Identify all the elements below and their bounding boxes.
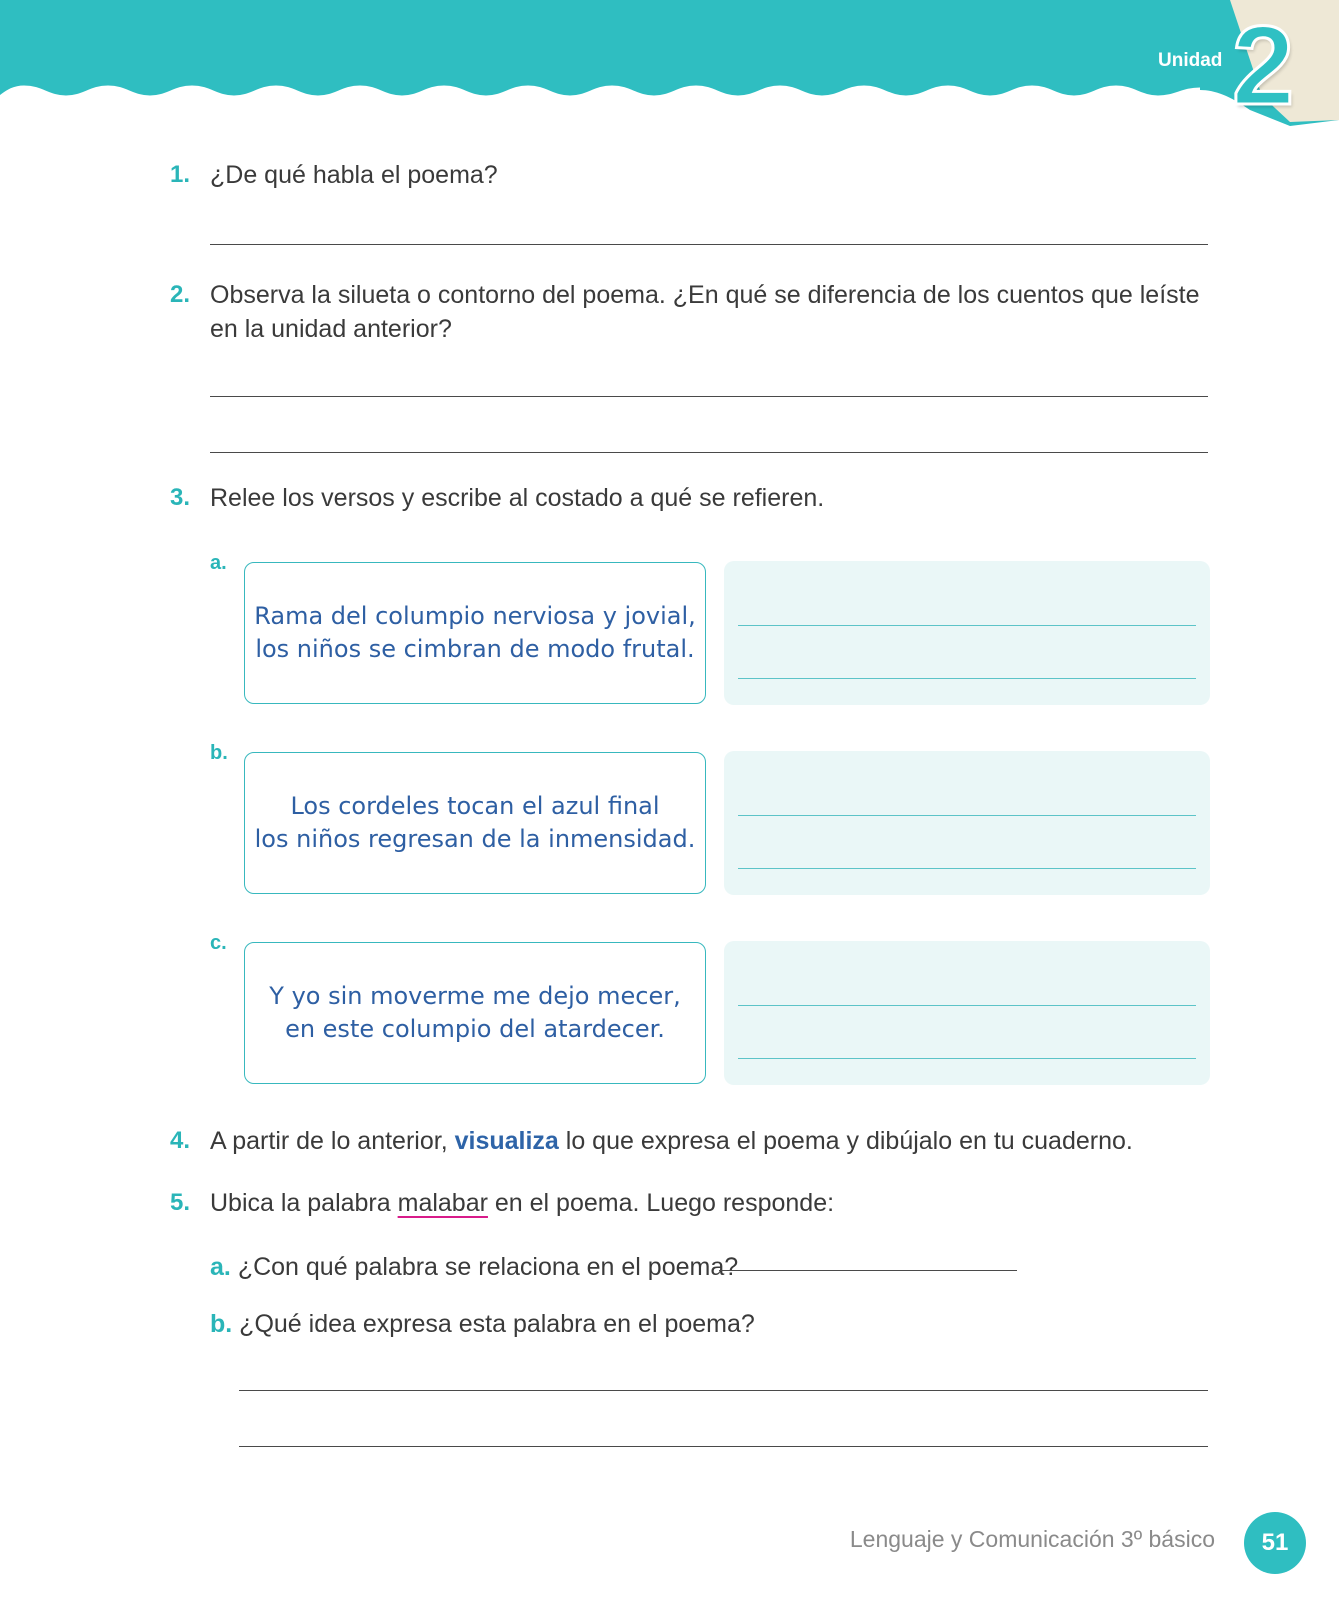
q5b-text: ¿Qué idea expresa esta palabra en el poema?: [239, 1310, 755, 1338]
item-a-letter: a.: [210, 552, 227, 574]
page-number-badge: 51: [1244, 1512, 1306, 1574]
verse-a-line2: los niños se cimbran de modo frutal.: [255, 635, 695, 663]
answer-line-a-1[interactable]: [738, 625, 1196, 626]
question-5-number: 5.: [170, 1189, 191, 1216]
item-c-letter: c.: [210, 932, 227, 954]
question-5-text: [210, 1186, 834, 1220]
question-5a: [210, 1250, 738, 1284]
q5a-letter: a.: [210, 1253, 231, 1281]
question-5b: [210, 1307, 755, 1341]
unit-number: 2: [1232, 3, 1295, 128]
question-2-text-line2: en la unidad anterior?: [210, 315, 452, 343]
question-3-text: Relee los versos y escribe al costado a qué se refieren.: [210, 484, 825, 512]
answer-line-q1[interactable]: [210, 244, 1208, 245]
question-1-number: 1.: [170, 161, 191, 188]
answer-box-c[interactable]: [724, 941, 1210, 1085]
verse-b-line2: los niños regresan de la inmensidad.: [254, 825, 696, 853]
verse-a-line1: Rama del columpio nerviosa y jovial,: [254, 602, 696, 630]
answer-line-b-2[interactable]: [738, 868, 1196, 869]
answer-box-a[interactable]: [724, 561, 1210, 705]
q5-text-before: Ubica la palabra: [210, 1189, 398, 1217]
answer-line-q5a[interactable]: [719, 1270, 1017, 1271]
q5-text-after: en el poema. Luego responde:: [487, 1189, 835, 1217]
verse-box-a: [244, 562, 706, 704]
item-b-letter: b.: [210, 742, 228, 764]
verse-b-line1: Los cordeles tocan el azul final: [290, 792, 660, 820]
answer-line-c-2[interactable]: [738, 1058, 1196, 1059]
q4-text-before: A partir de lo anterior,: [210, 1127, 455, 1155]
q4-keyword-visualiza: visualiza: [454, 1127, 559, 1155]
answer-line-c-1[interactable]: [738, 1005, 1196, 1006]
verse-c-line1: Y yo sin moverme me dejo mecer,: [269, 982, 681, 1010]
answer-line-q2-2[interactable]: [210, 452, 1208, 453]
question-3-number: 3.: [170, 484, 191, 511]
question-4-number: 4.: [170, 1127, 191, 1154]
unit-label: Unidad: [1158, 50, 1223, 71]
question-2-text-line1: Observa la silueta o contorno del poema. ¿En qué se diferencia de los cuentos que leíste: [210, 281, 1200, 309]
answer-line-q5b-2[interactable]: [239, 1446, 1208, 1447]
q5b-letter: b.: [210, 1310, 233, 1338]
answer-line-b-1[interactable]: [738, 815, 1196, 816]
q5a-text: ¿Con qué palabra se relaciona en el poema?: [237, 1253, 739, 1281]
header-band: [0, 0, 1339, 140]
question-1-text: ¿De qué habla el poema?: [210, 161, 498, 189]
verse-box-c: [244, 942, 706, 1084]
q4-text-after: lo que expresa el poema y dibújalo en tu cuaderno.: [558, 1127, 1133, 1155]
answer-line-q5b-1[interactable]: [239, 1390, 1208, 1391]
verse-box-b: [244, 752, 706, 894]
answer-box-b[interactable]: [724, 751, 1210, 895]
q5-word-malabar: malabar: [397, 1189, 488, 1217]
answer-line-a-2[interactable]: [738, 678, 1196, 679]
question-2-number: 2.: [170, 281, 191, 308]
answer-line-q2-1[interactable]: [210, 396, 1208, 397]
verse-c-line2: en este columpio del atardecer.: [285, 1015, 665, 1043]
book-title: Lenguaje y Comunicación 3º básico: [849, 1526, 1215, 1552]
question-4-text: [210, 1124, 1133, 1158]
